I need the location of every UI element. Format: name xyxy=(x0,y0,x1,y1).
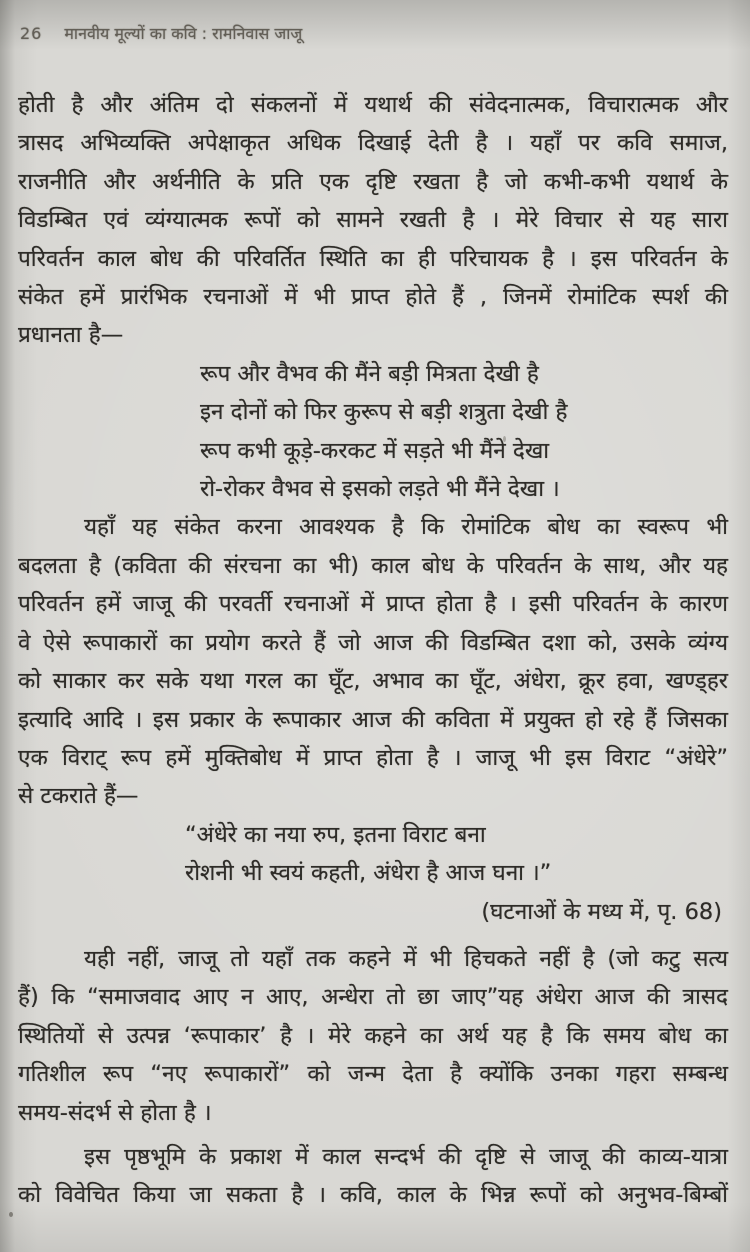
verse-block xyxy=(18,355,728,509)
paragraph xyxy=(18,940,728,1132)
scan-artifact-dot xyxy=(503,436,506,442)
scan-artifact-dot xyxy=(9,1212,13,1217)
paragraph xyxy=(18,508,728,815)
text-line: से टकराते हैं— xyxy=(18,783,139,810)
text-line: को साकार कर सके यथा गरल का घूँट, अभाव का घूँट, अंधेरा, क्रूर हवा, खण्ड्हर xyxy=(18,668,728,695)
text-line: त्रासद अभिव्यक्ति अपेक्षाकृत अधिक दिखाई देती है । यहाँ पर कवि समाज, xyxy=(18,130,728,157)
text-line: रूप कभी कूड़े-करकट में सड़ते भी मैंने देखा xyxy=(200,437,550,464)
text-line: वे ऐसे रूपाकारों का प्रयोग करते हैं जो आज की विडम्बित दशा को, उसके व्यंग्य xyxy=(18,629,728,656)
paragraph xyxy=(18,86,728,355)
text-line: परिवर्तन हमें जाजू की परवर्ती रचनाओं में प्राप्त होता है । इसी परिवर्तन के कारण xyxy=(18,591,728,618)
text-line: रोशनी भी स्वयं कहती, अंधेरा है आज घना ।” xyxy=(185,860,552,887)
text-line: रो-रोकर वैभव से इसको लड़ते भी मैंने देखा । xyxy=(200,476,560,503)
running-title: मानवीय मूल्यों का कवि : रामनिवास जाजू xyxy=(64,24,303,43)
running-header xyxy=(20,22,720,44)
attribution-line xyxy=(18,893,728,931)
text-line: इत्यादि आदि । इस प्रकार के रूपाकार आज की कविता में प्रयुक्त हो रहे हैं जिसका xyxy=(18,706,728,733)
text-line: इन दोनों को फिर कुरूप से बड़ी शत्रुता देखी है xyxy=(200,399,568,426)
text-line: एक विराट् रूप हमें मुक्तिबोध में प्राप्त होता है । जाजू भी इस विराट “अंधेरे” xyxy=(18,744,728,771)
text-line: विडम्बित एवं व्यंग्यात्मक रूपों को सामने रखती है । मेरे विचार से यह सारा xyxy=(18,207,728,234)
text-line: स्थितियों से उत्पन्न ‘रूपाकार’ है । मेरे कहने का अर्थ यह है कि समय बोध का xyxy=(18,1022,728,1049)
text-line: इस पृष्ठभूमि के प्रकाश में काल सन्दर्भ की दृष्टि से जाजू की काव्य-यात्रा xyxy=(84,1143,728,1170)
text-line: हैं) कि “समाजवाद आए न आए, अन्धेरा तो छा जाए”यह अंधेरा आज की त्रासद xyxy=(18,984,728,1011)
text-line: (घटनाओं के मध्य में, पृ. 68) xyxy=(481,898,722,925)
text-line: गतिशील रूप “नए रूपाकारों” को जन्म देता है क्योंकि उनका गहरा सम्बन्ध xyxy=(18,1061,728,1088)
text-line: राजनीति और अर्थनीति के प्रति एक दृष्टि रखता है जो कभी-कभी यथार्थ के xyxy=(18,168,728,195)
text-line: “अंधेरे का नया रुप, इतना विराट बना xyxy=(185,821,486,848)
text-line: समय-संदर्भ से होता है । xyxy=(18,1099,212,1126)
paragraph xyxy=(18,1138,728,1215)
text-line: होती है और अंतिम दो संकलनों में यथार्थ की संवेदनात्मक, विचारात्मक और xyxy=(18,92,728,118)
text-line: यहाँ यह संकेत करना आवश्यक है कि रोमांटिक बोध का स्वरूप भी xyxy=(84,514,728,541)
text-line: प्रधानता है— xyxy=(18,322,124,349)
text-line: रूप और वैभव की मैंने बड़ी मित्रता देखी है xyxy=(200,360,539,387)
text-line: बदलता है (कविता की संरचना का भी) काल बोध के परिवर्तन के साथ, और यह xyxy=(18,552,728,579)
text-line: यही नहीं, जाजू तो यहाँ तक कहने में भी हिचकते नहीं है (जो कटु सत्य xyxy=(84,945,728,972)
text-line: को विवेचित किया जा सकता है । कवि, काल के भिन्न रूपों को अनुभव-बिम्बों xyxy=(18,1182,728,1209)
text-line: संकेत हमें प्रारंभिक रचनाओं में भी प्राप्त होते हैं , जिनमें रोमांटिक स्पर्श की xyxy=(18,284,728,311)
verse-block xyxy=(18,816,728,893)
text-line: परिवर्तन काल बोध की परिवर्तित स्थिति का ही परिचायक है । इस परिवर्तन के xyxy=(18,245,728,272)
page-number: 26 xyxy=(20,24,43,43)
page-body xyxy=(18,86,728,1215)
